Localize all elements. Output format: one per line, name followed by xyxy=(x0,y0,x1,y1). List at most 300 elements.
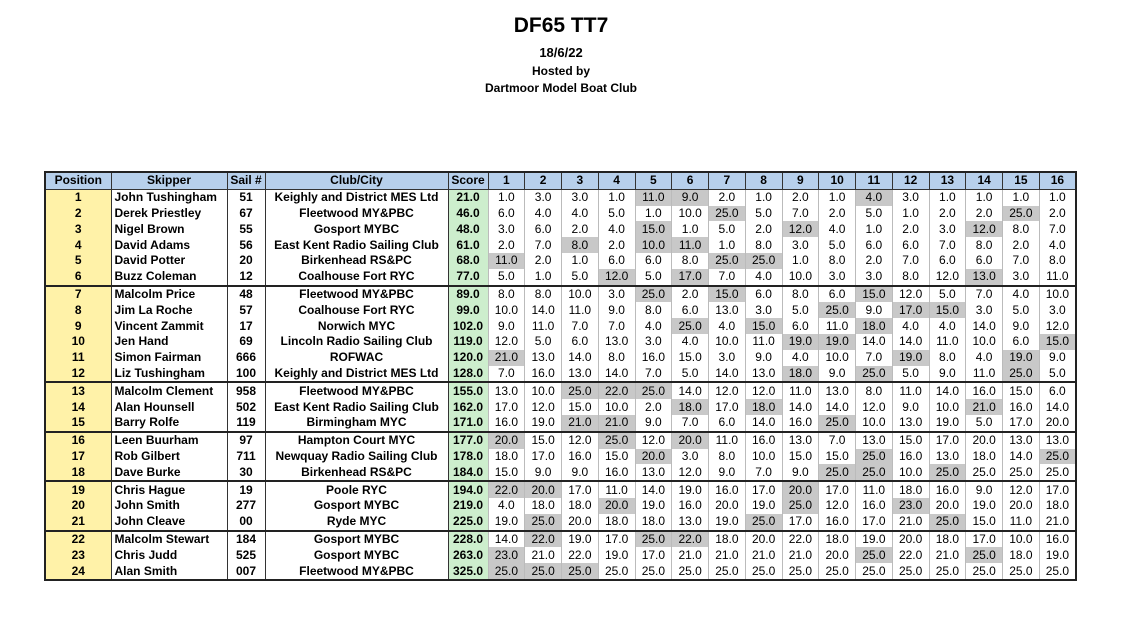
column-header: 3 xyxy=(562,172,599,189)
score-cell: 162.0 xyxy=(448,399,488,415)
skipper-cell: David Adams xyxy=(111,237,227,253)
race-result-cell: 25.0 xyxy=(635,563,672,580)
race-result-cell: 12.0 xyxy=(782,221,819,237)
race-result-cell: 15.0 xyxy=(966,514,1003,531)
race-result-cell: 3.0 xyxy=(929,221,966,237)
skipper-cell: John Cleave xyxy=(111,514,227,531)
skipper-cell: Malcolm Stewart xyxy=(111,531,227,548)
race-result-cell: 11.0 xyxy=(782,382,819,399)
race-result-cell: 4.0 xyxy=(598,221,635,237)
position-cell: 11 xyxy=(45,350,111,366)
position-cell: 14 xyxy=(45,399,111,415)
race-result-cell: 22.0 xyxy=(562,547,599,563)
position-cell: 10 xyxy=(45,334,111,350)
race-result-cell: 3.0 xyxy=(782,237,819,253)
race-result-cell: 17.0 xyxy=(1003,415,1040,432)
race-result-cell: 17.0 xyxy=(488,399,525,415)
race-result-cell: 16.0 xyxy=(929,481,966,498)
race-result-cell: 21.0 xyxy=(782,547,819,563)
race-result-cell: 25.0 xyxy=(929,514,966,531)
column-header: 14 xyxy=(966,172,1003,189)
race-result-cell: 16.0 xyxy=(892,449,929,465)
table-row xyxy=(45,269,1076,286)
race-result-cell: 8.0 xyxy=(488,286,525,303)
skipper-cell: Barry Rolfe xyxy=(111,415,227,432)
race-result-cell: 9.0 xyxy=(525,464,562,481)
race-result-cell: 10.0 xyxy=(856,415,893,432)
score-cell: 120.0 xyxy=(448,350,488,366)
race-result-cell: 20.0 xyxy=(745,531,782,548)
race-result-cell: 21.0 xyxy=(892,514,929,531)
score-cell: 99.0 xyxy=(448,302,488,318)
club-cell: Gosport MYBC xyxy=(265,221,448,237)
race-result-cell: 1.0 xyxy=(1003,189,1040,205)
race-result-cell: 16.0 xyxy=(562,449,599,465)
race-result-cell: 2.0 xyxy=(782,189,819,205)
race-result-cell: 2.0 xyxy=(525,253,562,269)
race-result-cell: 3.0 xyxy=(635,334,672,350)
score-cell: 61.0 xyxy=(448,237,488,253)
race-result-cell: 1.0 xyxy=(745,189,782,205)
race-result-cell: 18.0 xyxy=(782,366,819,383)
position-cell: 2 xyxy=(45,206,111,222)
race-result-cell: 12.0 xyxy=(709,382,746,399)
race-result-cell: 3.0 xyxy=(966,302,1003,318)
race-result-cell: 20.0 xyxy=(709,498,746,514)
club-cell: Birkenhead RS&PC xyxy=(265,464,448,481)
race-result-cell: 16.0 xyxy=(672,498,709,514)
race-result-cell: 13.0 xyxy=(1003,432,1040,449)
race-result-cell: 11.0 xyxy=(1003,514,1040,531)
race-result-cell: 21.0 xyxy=(709,547,746,563)
score-cell: 178.0 xyxy=(448,449,488,465)
race-result-cell: 14.0 xyxy=(745,415,782,432)
race-result-cell: 25.0 xyxy=(672,563,709,580)
race-result-cell: 8.0 xyxy=(745,237,782,253)
column-header: 15 xyxy=(1003,172,1040,189)
race-result-cell: 16.0 xyxy=(819,514,856,531)
race-result-cell: 19.0 xyxy=(525,415,562,432)
sail-number-cell: 69 xyxy=(227,334,265,350)
race-result-cell: 15.0 xyxy=(598,449,635,465)
race-result-cell: 3.0 xyxy=(819,269,856,286)
race-result-cell: 20.0 xyxy=(819,547,856,563)
position-cell: 24 xyxy=(45,563,111,580)
club-cell: Birkenhead RS&PC xyxy=(265,253,448,269)
race-result-cell: 25.0 xyxy=(598,563,635,580)
race-result-cell: 10.0 xyxy=(709,334,746,350)
table-row xyxy=(45,382,1076,399)
race-result-cell: 25.0 xyxy=(709,206,746,222)
race-result-cell: 21.0 xyxy=(598,415,635,432)
race-result-cell: 19.0 xyxy=(745,498,782,514)
race-result-cell: 5.0 xyxy=(892,366,929,383)
score-cell: 102.0 xyxy=(448,318,488,334)
race-result-cell: 18.0 xyxy=(1039,498,1076,514)
column-header: 6 xyxy=(672,172,709,189)
race-result-cell: 1.0 xyxy=(929,189,966,205)
race-result-cell: 11.0 xyxy=(488,253,525,269)
race-result-cell: 10.0 xyxy=(672,206,709,222)
race-result-cell: 8.0 xyxy=(1039,253,1076,269)
race-result-cell: 1.0 xyxy=(966,189,1003,205)
race-result-cell: 20.0 xyxy=(598,498,635,514)
race-result-cell: 21.0 xyxy=(672,547,709,563)
position-cell: 23 xyxy=(45,547,111,563)
race-result-cell: 20.0 xyxy=(635,449,672,465)
race-result-cell: 25.0 xyxy=(598,432,635,449)
score-cell: 263.0 xyxy=(448,547,488,563)
race-result-cell: 17.0 xyxy=(672,269,709,286)
race-result-cell: 5.0 xyxy=(929,286,966,303)
race-result-cell: 25.0 xyxy=(856,449,893,465)
column-header: Position xyxy=(45,172,111,189)
race-result-cell: 4.0 xyxy=(745,269,782,286)
skipper-cell: Derek Priestley xyxy=(111,206,227,222)
race-result-cell: 2.0 xyxy=(635,399,672,415)
race-result-cell: 18.0 xyxy=(672,399,709,415)
race-result-cell: 25.0 xyxy=(782,563,819,580)
race-result-cell: 25.0 xyxy=(929,563,966,580)
position-cell: 20 xyxy=(45,498,111,514)
race-result-cell: 19.0 xyxy=(782,334,819,350)
skipper-cell: Chris Hague xyxy=(111,481,227,498)
race-result-cell: 3.0 xyxy=(562,189,599,205)
club-cell: Gosport MYBC xyxy=(265,531,448,548)
race-result-cell: 25.0 xyxy=(929,464,966,481)
sail-number-cell: 666 xyxy=(227,350,265,366)
race-result-cell: 20.0 xyxy=(562,514,599,531)
table-row xyxy=(45,449,1076,465)
position-cell: 15 xyxy=(45,415,111,432)
column-header: 9 xyxy=(782,172,819,189)
skipper-cell: Rob Gilbert xyxy=(111,449,227,465)
race-result-cell: 2.0 xyxy=(892,221,929,237)
position-cell: 4 xyxy=(45,237,111,253)
race-result-cell: 10.0 xyxy=(525,382,562,399)
race-result-cell: 1.0 xyxy=(598,189,635,205)
race-result-cell: 7.0 xyxy=(598,318,635,334)
skipper-cell: Dave Burke xyxy=(111,464,227,481)
race-result-cell: 3.0 xyxy=(745,302,782,318)
race-result-cell: 13.0 xyxy=(525,350,562,366)
club-cell: Lincoln Radio Sailing Club xyxy=(265,334,448,350)
race-result-cell: 25.0 xyxy=(819,563,856,580)
race-result-cell: 1.0 xyxy=(819,189,856,205)
race-result-cell: 9.0 xyxy=(562,464,599,481)
race-result-cell: 1.0 xyxy=(562,253,599,269)
race-result-cell: 6.0 xyxy=(1003,334,1040,350)
race-result-cell: 21.0 xyxy=(929,547,966,563)
race-result-cell: 6.0 xyxy=(525,221,562,237)
race-result-cell: 22.0 xyxy=(598,382,635,399)
table-row xyxy=(45,514,1076,531)
race-result-cell: 18.0 xyxy=(562,498,599,514)
club-cell: Fleetwood MY&PBC xyxy=(265,382,448,399)
race-result-cell: 16.0 xyxy=(525,366,562,383)
race-result-cell: 25.0 xyxy=(1039,449,1076,465)
race-result-cell: 12.0 xyxy=(672,464,709,481)
race-result-cell: 9.0 xyxy=(892,399,929,415)
position-cell: 12 xyxy=(45,366,111,383)
race-result-cell: 22.0 xyxy=(488,481,525,498)
race-result-cell: 25.0 xyxy=(819,464,856,481)
race-result-cell: 22.0 xyxy=(782,531,819,548)
header-row xyxy=(45,172,1076,189)
race-result-cell: 10.0 xyxy=(1003,531,1040,548)
race-result-cell: 17.0 xyxy=(819,481,856,498)
score-cell: 119.0 xyxy=(448,334,488,350)
race-result-cell: 5.0 xyxy=(1003,302,1040,318)
sail-number-cell: 55 xyxy=(227,221,265,237)
race-result-cell: 11.0 xyxy=(819,318,856,334)
sail-number-cell: 17 xyxy=(227,318,265,334)
table-row xyxy=(45,432,1076,449)
race-result-cell: 8.0 xyxy=(782,286,819,303)
race-result-cell: 25.0 xyxy=(1003,206,1040,222)
race-result-cell: 10.0 xyxy=(562,286,599,303)
table-row xyxy=(45,481,1076,498)
column-header: 8 xyxy=(745,172,782,189)
score-cell: 219.0 xyxy=(448,498,488,514)
table-row xyxy=(45,286,1076,303)
race-result-cell: 11.0 xyxy=(635,189,672,205)
race-result-cell: 10.0 xyxy=(782,269,819,286)
race-result-cell: 10.0 xyxy=(635,237,672,253)
race-result-cell: 12.0 xyxy=(892,286,929,303)
race-result-cell: 12.0 xyxy=(562,432,599,449)
race-result-cell: 25.0 xyxy=(1003,563,1040,580)
race-result-cell: 15.0 xyxy=(929,302,966,318)
column-header: Score xyxy=(448,172,488,189)
sail-number-cell: 119 xyxy=(227,415,265,432)
page-title: DF65 TT7 xyxy=(513,14,609,37)
race-result-cell: 19.0 xyxy=(488,514,525,531)
race-result-cell: 7.0 xyxy=(709,269,746,286)
race-result-cell: 20.0 xyxy=(782,481,819,498)
race-result-cell: 7.0 xyxy=(966,286,1003,303)
race-result-cell: 8.0 xyxy=(929,350,966,366)
position-cell: 8 xyxy=(45,302,111,318)
position-cell: 13 xyxy=(45,382,111,399)
race-result-cell: 7.0 xyxy=(672,415,709,432)
race-result-cell: 16.0 xyxy=(782,415,819,432)
race-result-cell: 18.0 xyxy=(745,399,782,415)
skipper-cell: Simon Fairman xyxy=(111,350,227,366)
race-result-cell: 7.0 xyxy=(488,366,525,383)
club-cell: Fleetwood MY&PBC xyxy=(265,286,448,303)
race-result-cell: 14.0 xyxy=(562,350,599,366)
race-result-cell: 4.0 xyxy=(525,206,562,222)
race-result-cell: 10.0 xyxy=(1039,286,1076,303)
race-result-cell: 14.0 xyxy=(892,334,929,350)
race-result-cell: 8.0 xyxy=(672,253,709,269)
race-result-cell: 1.0 xyxy=(525,269,562,286)
race-result-cell: 22.0 xyxy=(892,547,929,563)
race-result-cell: 5.0 xyxy=(672,366,709,383)
club-cell: Norwich MYC xyxy=(265,318,448,334)
race-result-cell: 2.0 xyxy=(929,206,966,222)
race-result-cell: 15.0 xyxy=(525,432,562,449)
race-result-cell: 23.0 xyxy=(488,547,525,563)
race-result-cell: 8.0 xyxy=(819,253,856,269)
sail-number-cell: 56 xyxy=(227,237,265,253)
race-result-cell: 7.0 xyxy=(819,432,856,449)
race-result-cell: 6.0 xyxy=(598,253,635,269)
race-result-cell: 18.0 xyxy=(819,531,856,548)
race-result-cell: 2.0 xyxy=(709,189,746,205)
race-result-cell: 21.0 xyxy=(562,415,599,432)
race-result-cell: 18.0 xyxy=(1003,547,1040,563)
table-row xyxy=(45,221,1076,237)
race-result-cell: 21.0 xyxy=(488,350,525,366)
race-result-cell: 4.0 xyxy=(709,318,746,334)
race-result-cell: 19.0 xyxy=(1003,350,1040,366)
skipper-cell: John Tushingham xyxy=(111,189,227,205)
column-header: Club/City xyxy=(265,172,448,189)
race-result-cell: 25.0 xyxy=(562,563,599,580)
race-result-cell: 4.0 xyxy=(819,221,856,237)
race-result-cell: 5.0 xyxy=(525,334,562,350)
race-result-cell: 12.0 xyxy=(745,382,782,399)
race-result-cell: 8.0 xyxy=(635,302,672,318)
race-result-cell: 25.0 xyxy=(1003,464,1040,481)
race-result-cell: 4.0 xyxy=(929,318,966,334)
race-result-cell: 8.0 xyxy=(892,269,929,286)
race-result-cell: 7.0 xyxy=(782,206,819,222)
score-cell: 48.0 xyxy=(448,221,488,237)
race-result-cell: 2.0 xyxy=(1039,206,1076,222)
race-result-cell: 1.0 xyxy=(672,221,709,237)
race-result-cell: 1.0 xyxy=(488,189,525,205)
race-result-cell: 12.0 xyxy=(635,432,672,449)
race-result-cell: 19.0 xyxy=(709,514,746,531)
race-result-cell: 15.0 xyxy=(1039,334,1076,350)
race-result-cell: 25.0 xyxy=(1003,366,1040,383)
race-result-cell: 25.0 xyxy=(966,547,1003,563)
race-result-cell: 3.0 xyxy=(1003,269,1040,286)
race-result-cell: 14.0 xyxy=(525,302,562,318)
race-result-cell: 14.0 xyxy=(709,366,746,383)
club-cell: Coalhouse Fort RYC xyxy=(265,269,448,286)
race-result-cell: 13.0 xyxy=(782,432,819,449)
race-result-cell: 10.0 xyxy=(745,449,782,465)
score-cell: 177.0 xyxy=(448,432,488,449)
race-result-cell: 7.0 xyxy=(1003,253,1040,269)
race-result-cell: 25.0 xyxy=(819,302,856,318)
table-row xyxy=(45,206,1076,222)
position-cell: 16 xyxy=(45,432,111,449)
race-result-cell: 2.0 xyxy=(562,221,599,237)
race-result-cell: 16.0 xyxy=(1003,399,1040,415)
race-result-cell: 18.0 xyxy=(525,498,562,514)
race-result-cell: 11.0 xyxy=(598,481,635,498)
column-header: 4 xyxy=(598,172,635,189)
race-result-cell: 25.0 xyxy=(892,563,929,580)
position-cell: 21 xyxy=(45,514,111,531)
club-cell: Gosport MYBC xyxy=(265,498,448,514)
race-result-cell: 11.0 xyxy=(966,366,1003,383)
race-result-cell: 13.0 xyxy=(929,449,966,465)
club-cell: Fleetwood MY&PBC xyxy=(265,206,448,222)
table-row xyxy=(45,547,1076,563)
race-result-cell: 25.0 xyxy=(635,382,672,399)
race-result-cell: 19.0 xyxy=(856,531,893,548)
column-header: 5 xyxy=(635,172,672,189)
race-result-cell: 7.0 xyxy=(856,350,893,366)
skipper-cell: Nigel Brown xyxy=(111,221,227,237)
skipper-cell: Alan Hounsell xyxy=(111,399,227,415)
race-result-cell: 1.0 xyxy=(1039,189,1076,205)
race-result-cell: 19.0 xyxy=(598,547,635,563)
column-header: Skipper xyxy=(111,172,227,189)
race-result-cell: 16.0 xyxy=(966,382,1003,399)
race-result-cell: 10.0 xyxy=(488,302,525,318)
race-result-cell: 5.0 xyxy=(856,206,893,222)
table-row xyxy=(45,563,1076,580)
race-result-cell: 1.0 xyxy=(892,206,929,222)
table-row xyxy=(45,253,1076,269)
table-row xyxy=(45,531,1076,548)
race-result-cell: 10.0 xyxy=(892,464,929,481)
sail-number-cell: 277 xyxy=(227,498,265,514)
race-result-cell: 16.0 xyxy=(856,498,893,514)
position-cell: 1 xyxy=(45,189,111,205)
race-result-cell: 8.0 xyxy=(598,350,635,366)
race-result-cell: 20.0 xyxy=(1039,415,1076,432)
race-result-cell: 15.0 xyxy=(856,286,893,303)
race-result-cell: 10.0 xyxy=(966,334,1003,350)
club-cell: Ryde MYC xyxy=(265,514,448,531)
score-cell: 184.0 xyxy=(448,464,488,481)
table-row xyxy=(45,464,1076,481)
race-result-cell: 8.0 xyxy=(966,237,1003,253)
race-result-cell: 11.0 xyxy=(892,382,929,399)
race-result-cell: 17.0 xyxy=(525,449,562,465)
race-result-cell: 13.0 xyxy=(598,334,635,350)
race-result-cell: 14.0 xyxy=(819,399,856,415)
score-cell: 128.0 xyxy=(448,366,488,383)
race-result-cell: 18.0 xyxy=(856,318,893,334)
position-cell: 3 xyxy=(45,221,111,237)
race-result-cell: 18.0 xyxy=(892,481,929,498)
race-result-cell: 19.0 xyxy=(929,415,966,432)
score-cell: 171.0 xyxy=(448,415,488,432)
race-result-cell: 18.0 xyxy=(966,449,1003,465)
race-result-cell: 19.0 xyxy=(562,531,599,548)
skipper-cell: Buzz Coleman xyxy=(111,269,227,286)
race-result-cell: 3.0 xyxy=(1039,302,1076,318)
race-result-cell: 19.0 xyxy=(635,498,672,514)
race-result-cell: 1.0 xyxy=(856,221,893,237)
sail-number-cell: 711 xyxy=(227,449,265,465)
race-result-cell: 5.0 xyxy=(488,269,525,286)
race-result-cell: 25.0 xyxy=(856,547,893,563)
race-result-cell: 18.0 xyxy=(635,514,672,531)
race-result-cell: 25.0 xyxy=(709,563,746,580)
position-cell: 9 xyxy=(45,318,111,334)
race-result-cell: 6.0 xyxy=(856,237,893,253)
race-result-cell: 4.0 xyxy=(782,350,819,366)
race-result-cell: 21.0 xyxy=(745,547,782,563)
table-row xyxy=(45,498,1076,514)
race-result-cell: 6.0 xyxy=(892,237,929,253)
race-result-cell: 12.0 xyxy=(525,399,562,415)
race-result-cell: 7.0 xyxy=(525,237,562,253)
race-result-cell: 15.0 xyxy=(672,350,709,366)
race-result-cell: 5.0 xyxy=(635,269,672,286)
table-row xyxy=(45,415,1076,432)
